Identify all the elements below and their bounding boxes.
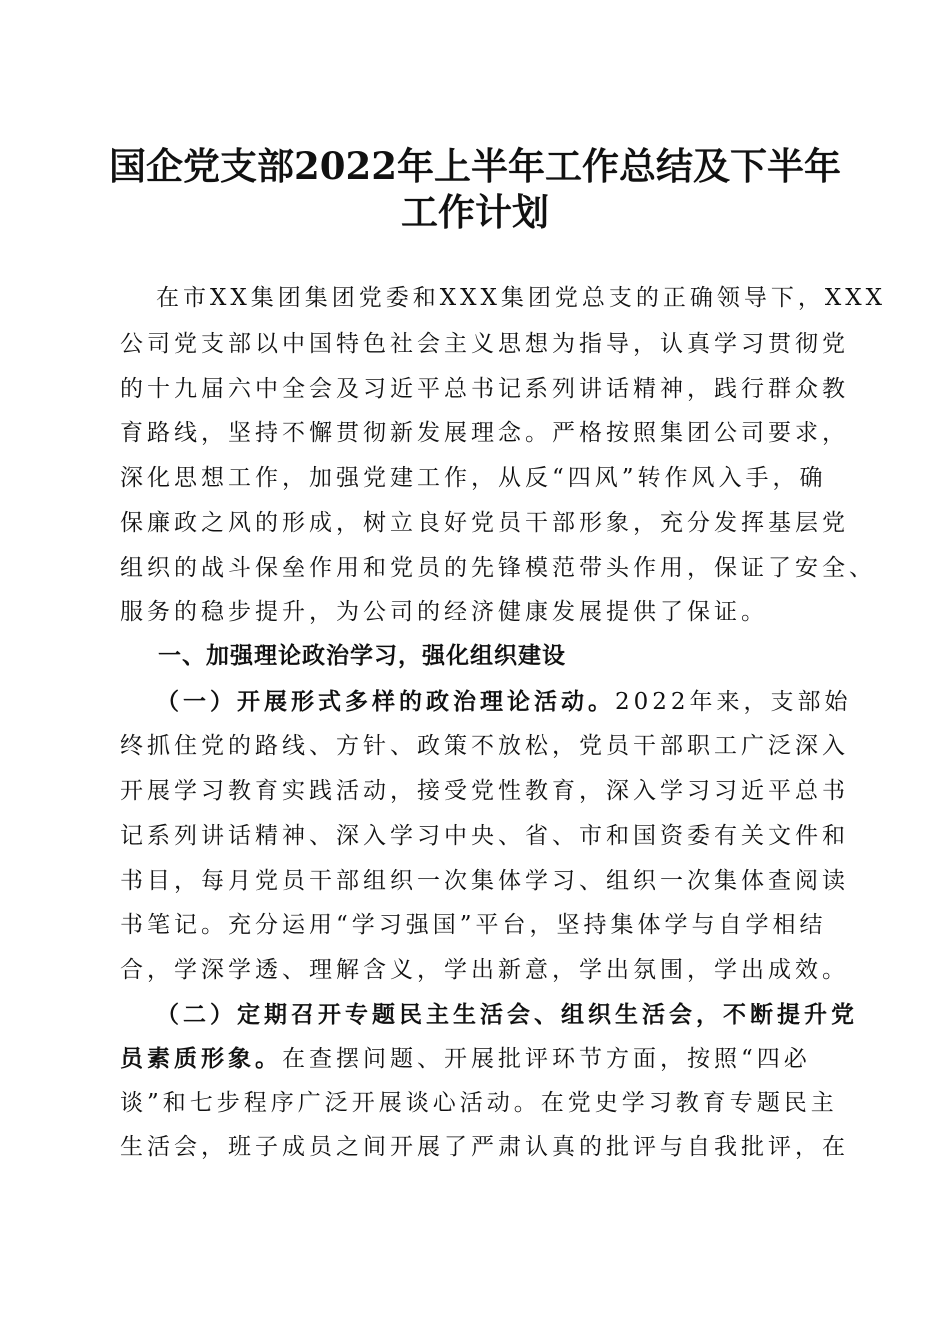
subsection-2-second-line <box>120 1047 811 1071</box>
intro-line: 的十九届六中全会及习近平总书记系列讲话精神，践行群众教 <box>120 376 849 402</box>
subsection-1-line: 终抓住党的路线、方针、政策不放松，党员干部职工广泛深入 <box>120 733 849 759</box>
subsection-1-line: 记系列讲话精神、深入学习中央、省、市和国资委有关文件和 <box>120 823 849 849</box>
section-heading: 一、加强理论政治学习，强化组织建设 <box>158 643 566 669</box>
subsection-2-line: 谈”和七步程序广泛开展谈心活动。在党史学习教育专题民主 <box>120 1090 838 1116</box>
subsection-1-first-rest: 2022年来，支部始 <box>615 689 852 715</box>
subsection-2-lead-line-2: 员素质形象。 <box>120 1045 282 1072</box>
subsection-1-line: 书笔记。充分运用“学习强国”平台，坚持集体学与自学相结 <box>120 912 827 938</box>
intro-line: 公司党支部以中国特色社会主义思想为指导，认真学习贯彻党 <box>120 331 849 357</box>
document-title-line-2: 工作计划 <box>401 190 549 234</box>
subsection-1-first-line <box>156 690 852 714</box>
subsection-1-lead: （一）开展形式多样的政治理论活动。 <box>156 688 615 715</box>
intro-line: 育路线，坚持不懈贯彻新发展理念。严格按照集团公司要求， <box>120 420 849 446</box>
intro-line: 深化思想工作，加强党建工作，从反“四风”转作风入手，确 <box>120 465 827 491</box>
subsection-2-first-rest: 在查摆问题、开展批评环节方面，按照“四必 <box>282 1046 811 1072</box>
intro-line: 服务的稳步提升，为公司的经济健康发展提供了保证。 <box>120 599 768 625</box>
subsection-2-lead-line-1: （二）定期召开专题民主生活会、组织生活会，不断提升党 <box>156 1001 858 1028</box>
intro-line: 组织的战斗保垒作用和党员的先锋模范带头作用，保证了安全、 <box>120 555 876 581</box>
subsection-2-line: 生活会，班子成员之间开展了严肃认真的批评与自我批评，在 <box>120 1134 849 1160</box>
intro-line: 在市XX集团集团党委和XXX集团党总支的正确领导下，XXX <box>156 285 886 311</box>
intro-line: 保廉政之风的形成，树立良好党员干部形象，充分发挥基层党 <box>120 510 849 536</box>
subsection-1-line: 开展学习教育实践活动，接受党性教育，深入学习习近平总书 <box>120 778 849 804</box>
subsection-1-line: 书目，每月党员干部组织一次集体学习、组织一次集体查阅读 <box>120 868 849 894</box>
subsection-1-line: 合，学深学透、理解含义，学出新意，学出氛围，学出成效。 <box>120 957 849 983</box>
document-title-line-1: 国企党支部2022年上半年工作总结及下半年 <box>109 144 841 188</box>
